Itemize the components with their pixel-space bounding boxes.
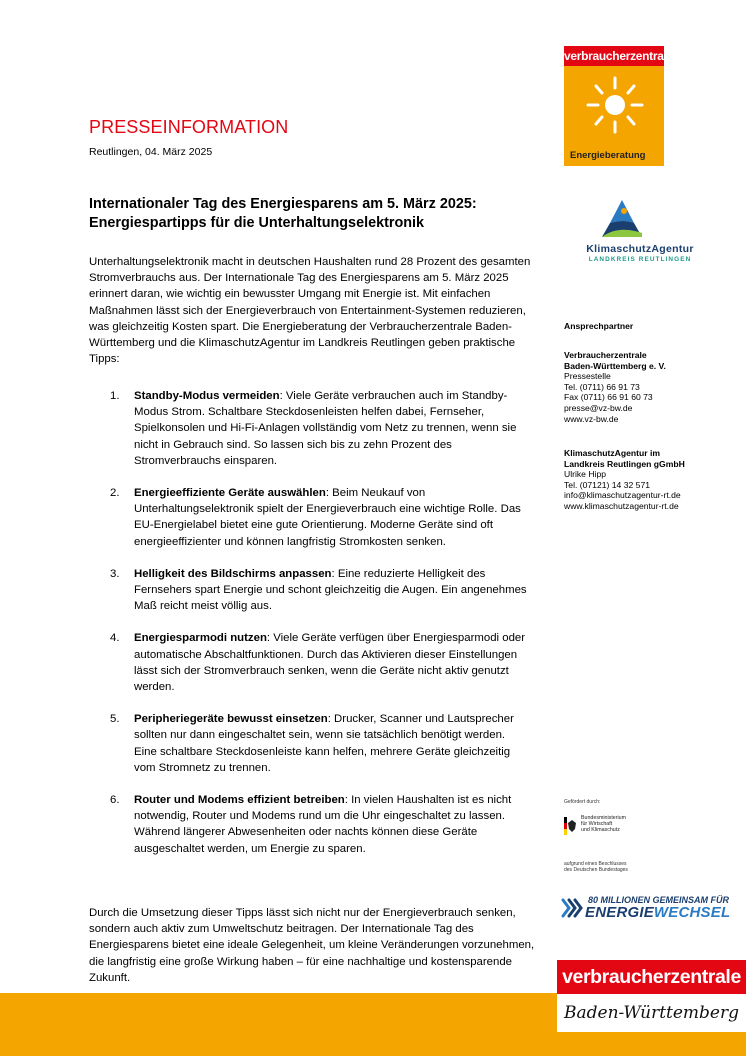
baden-wuerttemberg-label: Baden-Württemberg xyxy=(557,994,746,1032)
list-item xyxy=(110,711,530,776)
outro-paragraph: Durch die Umsetzung dieser Tipps lässt sich nicht nur der Energieverbrauch senken, sondern auch aktiv zum Umweltschutz beitragen. Der Internationale Tag des Energiesparens bietet eine ideale Gelegenheit, um kleine Veränderungen vorzunehmen, die langfristig eine große Wirkung haben – für eine nachhaltige und kostensparende Zukunft. xyxy=(89,907,535,984)
energiewechsel-tagline: 80 MILLIONEN GEMEINSAM FÜR xyxy=(588,895,730,905)
contact-email[interactable]: presse@vz-bw.de xyxy=(564,402,633,413)
list-number: 2. xyxy=(110,487,120,500)
contact-person: Ulrike Hipp xyxy=(564,469,607,480)
contact-org: Landkreis Reutlingen gGmbH xyxy=(564,458,685,469)
klimaschutzagentur-region: LANDKREIS REUTLINGEN xyxy=(588,256,692,263)
intro-paragraph: Unterhaltungselektronik macht in deutschen Haushalten rund 28 Prozent des gesamten Stromverbrauchs aus. Der Internationale Tag des Energiesparens am 5. März 2025 erinnert daran, wie wichtig ein bewusster Umgang mit Energie ist. Mit einfachen Maßnahmen lässt sich der Energieverbrauch von Entertainment-Systemen reduzieren, was gleichzeitig Kosten spart. Die Energieberatung der Verbraucherzentrale Baden-Württemberg und die KlimaschutzAgentur im Landkreis Reutlingen geben praktische Tipps: xyxy=(89,256,531,366)
contact-tel: Tel. (07121) 14 32 571 xyxy=(564,479,650,490)
funding-label: Gefördert durch: xyxy=(564,799,601,805)
tip-title: Router und Modems effizient betreiben xyxy=(134,794,345,807)
tip-title: Peripheriegeräte bewusst einsetzen xyxy=(134,713,328,726)
ew-part: ENERGIE xyxy=(585,904,654,921)
list-number: 3. xyxy=(110,567,120,580)
klimaschutzagentur-name: KlimaschutzAgentur xyxy=(586,243,694,255)
verbraucherzentrale-energieberatung-logo xyxy=(564,46,674,166)
contact-heading: Ansprechpartner xyxy=(564,321,634,331)
bmwk-line: für Wirtschaft xyxy=(581,821,613,828)
bmwk-foot-line: des Deutschen Bundestages xyxy=(564,867,628,873)
energiewechsel-chevrons-icon xyxy=(560,896,584,920)
contact-tel: Tel. (0711) 66 91 73 xyxy=(564,381,640,392)
list-item xyxy=(110,485,530,550)
tip-title: Energieeffiziente Geräte auswählen xyxy=(134,487,326,500)
tip-title: Energiesparmodi nutzen xyxy=(134,632,267,645)
press-date: Reutlingen, 04. März 2025 xyxy=(89,146,213,158)
contact-org: KlimaschutzAgentur im xyxy=(564,448,660,458)
energieberatung-label: Energieberatung xyxy=(570,150,646,161)
contact-web[interactable]: www.vz-bw.de xyxy=(564,413,619,424)
contact-dept: Pressestelle xyxy=(564,371,611,382)
verbraucherzentrale-logo: verbraucherzentrale xyxy=(557,960,746,994)
list-item xyxy=(110,388,530,469)
headline: Internationaler Tag des Energiesparens am 5. März 2025: Energiespartipps für die Unterhaltungselektronik xyxy=(89,196,477,231)
contact-org: Verbraucherzentrale xyxy=(564,350,647,360)
bmwk-footnote xyxy=(564,861,628,873)
list-number: 1. xyxy=(110,390,120,402)
vz-logo-wordmark: verbraucherzentrale xyxy=(564,46,664,66)
tips-list xyxy=(110,388,530,873)
contact-email[interactable]: info@klimaschutzagentur-rt.de xyxy=(564,490,681,501)
list-number: 4. xyxy=(110,632,120,645)
contact-vz xyxy=(564,350,739,424)
bmwk-foot-line: aufgrund eines Beschlusses xyxy=(564,861,627,867)
list-item xyxy=(110,630,530,695)
tip-text: : Viele Geräte verbrauchen auch im Standby-Modus Strom. Schaltbare Steckdosenleisten helfen dabei, Fernseher, Spielkonsolen und Hi-Fi-Anlagen vollständig vom Netz zu trennen, wenn sie nicht in Gebrauch sind. So lassen sich bis zu zehn Prozent des Stromverbrauchs einsparen. xyxy=(134,390,517,467)
bmwk-line: und Klimaschutz xyxy=(581,827,620,834)
tip-title: Standby-Modus vermeiden xyxy=(134,390,280,402)
tip-text: : In vielen Haushalten ist es nicht notwendig, Router und Modems rund um die Uhr eingeschaltet zu lassen. Während längerer Abwesenheiten oder nachts können diese Geräte ausgeschaltet werden, um Energie zu sparen. xyxy=(134,794,512,855)
list-number: 6. xyxy=(110,794,120,807)
contact-ksa xyxy=(564,448,739,512)
bmwk-line: Bundesministerium xyxy=(581,815,627,821)
tip-text: : Viele Geräte verfügen über Energiesparmodi oder automatische Abschaltfunktionen. Durch das Aktivieren dieser Einstellungen lässt sich der Stromverbrauch senken, wenn die Geräte nicht aktiv genutzt werden. xyxy=(134,632,526,694)
list-number: 5. xyxy=(110,713,120,726)
bmwk-name xyxy=(581,815,626,834)
list-item xyxy=(110,566,530,615)
federal-eagle-icon xyxy=(564,817,578,835)
tip-text: : Beim Neukauf von Unterhaltungselektronik spielt der Energieverbrauch eine wichtige Rolle. Das EU-Energielabel bietet eine gute Orientierung. Moderne Geräte sind oft energieeffizienter und können langfristig Stromkosten senken. xyxy=(134,487,521,548)
klimaschutzagentur-icon xyxy=(598,197,646,241)
list-item xyxy=(110,792,530,857)
sun-icon xyxy=(584,74,646,136)
tip-text: : Drucker, Scanner und Lautsprecher sollten nur dann eingeschaltet sein, wenn sie tatsächlich benötigt werden. Eine schaltbare Steckdosenleiste kann helfen, mehrere Geräte gleichzeitig vom Stromnetz zu trennen. xyxy=(134,713,514,774)
tip-title: Helligkeit des Bildschirms anpassen xyxy=(134,567,332,580)
tip-text: : Eine reduzierte Helligkeit des Fernsehers spart Energie und schont gleichzeitig die Augen. Ein angenehmes Maß reicht meist völlig aus. xyxy=(134,567,527,613)
energiewechsel-wordmark xyxy=(585,904,730,921)
contact-fax: Fax (0711) 66 91 60 73 xyxy=(564,392,653,403)
contact-web[interactable]: www.klimaschutzagentur-rt.de xyxy=(564,500,679,511)
contact-org: Baden-Württemberg e. V. xyxy=(564,360,666,371)
press-title: PRESSEINFORMATION xyxy=(89,117,289,137)
ew-part: WECHSEL xyxy=(653,904,731,921)
